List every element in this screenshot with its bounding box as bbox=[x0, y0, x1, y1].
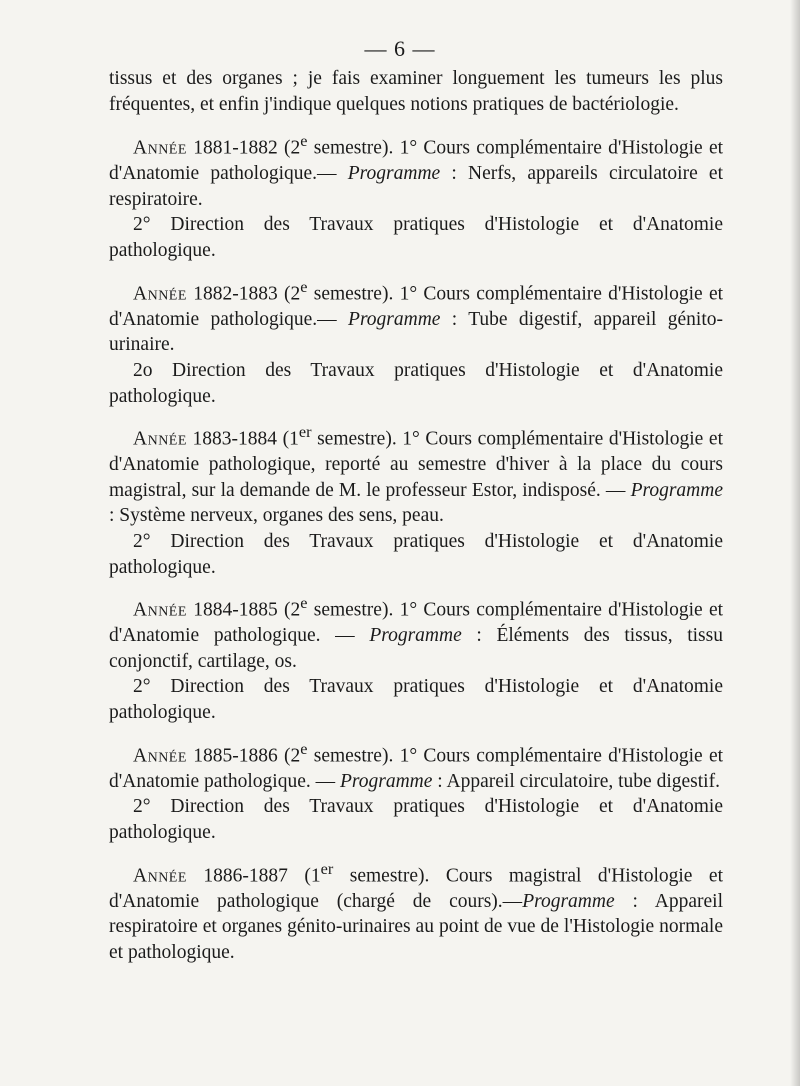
entry-text: : Tube digestif, appareil génito-urinaire. bbox=[109, 308, 723, 356]
direction-paragraph: 2° Direction des Travaux pratiques d'Histologie et d'Anatomie pathologique. bbox=[109, 531, 723, 578]
programme-label: Programme bbox=[369, 625, 462, 647]
entry-text: : Éléments des tissus, tissu conjonctif, cartilage, os. bbox=[109, 625, 723, 672]
entry-1881-1882 bbox=[109, 129, 723, 212]
document-body bbox=[109, 66, 723, 965]
entry-1885-1886 bbox=[109, 737, 723, 795]
entry-text: semestre). 1° Cours complémentaire d'Histologie et d'Anatomie pathologique. — bbox=[109, 599, 724, 647]
entry-text: semestre). Cours magistral d'Histologie et d'Anatomie pathologique (chargé de cours).— bbox=[109, 865, 724, 912]
direction-paragraph: 2° Direction des Travaux pratiques d'Histologie et d'Anatomie pathologique. bbox=[109, 676, 723, 724]
programme-label: Programme bbox=[630, 479, 723, 501]
entry-text: (1 bbox=[277, 428, 299, 450]
entry-text: : Appareil respiratoire et organes génito-urinaires au point de vue de l'Histologie normale et pathologique. bbox=[109, 890, 723, 963]
entry-superscript: e bbox=[300, 594, 308, 613]
annee-label: Année bbox=[133, 283, 187, 305]
entry-1886-1887 bbox=[109, 857, 723, 966]
programme-label: Programme bbox=[348, 308, 441, 330]
entry-year: 1884-1885 bbox=[193, 599, 278, 621]
entry-text: : Appareil circulatoire, tube digestif. bbox=[432, 770, 720, 792]
entry-text: (2 bbox=[277, 745, 301, 767]
entry-text: (2 bbox=[277, 283, 301, 305]
direction-paragraph: 2° Direction des Travaux pratiques d'Histologie et d'Anatomie pathologique. bbox=[109, 214, 723, 262]
direction-paragraph: 2o Direction des Travaux pratiques d'Histologie et d'Anatomie pathologique. bbox=[109, 359, 723, 407]
entry-text: semestre). 1° Cours complémentaire d'Histologie et d'Anatomie pathologique, reporté au semestre d'hiver à la place du cours magistral, sur la demande de M. le professeur Estor, indisposé. — bbox=[109, 428, 724, 501]
entry-year: 1881-1882 bbox=[193, 137, 278, 159]
programme-label: Programme bbox=[339, 770, 433, 792]
entry-text: semestre). 1° Cours complémentaire d'Histologie et d'Anatomie pathologique.— bbox=[109, 137, 724, 185]
entry-text: (2 bbox=[277, 137, 301, 159]
entry-text: : Système nerveux, organes des sens, peau. bbox=[109, 505, 444, 527]
entry-1882-1883 bbox=[109, 275, 723, 358]
entry-text: semestre). 1° Cours complémentaire d'Histologie et d'Anatomie pathologique. — bbox=[109, 745, 724, 792]
programme-label: Programme bbox=[347, 163, 441, 185]
entry-text: semestre). 1° Cours complémentaire d'Histologie et d'Anatomie pathologique.— bbox=[109, 283, 724, 330]
programme-label: Programme bbox=[522, 890, 615, 912]
annee-label: Année bbox=[133, 865, 187, 887]
entry-superscript: er bbox=[298, 423, 312, 442]
annee-label: Année bbox=[133, 428, 187, 450]
annee-label: Année bbox=[133, 599, 187, 621]
entry-text: (1 bbox=[287, 865, 321, 887]
entry-text: (2 bbox=[277, 599, 301, 621]
entry-text: : Nerfs, appareils circulatoire et respiratoire. bbox=[109, 163, 723, 210]
entry-year: 1882-1883 bbox=[193, 283, 278, 305]
entry-superscript: e bbox=[300, 739, 308, 758]
annee-label: Année bbox=[133, 745, 187, 767]
entry-1884-1885 bbox=[109, 591, 723, 674]
direction-paragraph: 2° Direction des Travaux pratiques d'Histologie et d'Anatomie pathologique. bbox=[109, 796, 723, 843]
entry-superscript: er bbox=[320, 859, 334, 878]
intro-paragraph: tissus et des organes ; je fais examiner longuement les tumeurs les plus fréquentes, et enfin j'indique quelques notions pratiques de bactériologie. bbox=[109, 68, 723, 115]
entry-1883-1884 bbox=[109, 420, 723, 529]
entry-year: 1883-1884 bbox=[192, 428, 278, 450]
page-number: — 6 — bbox=[364, 36, 436, 61]
annee-label: Année bbox=[133, 137, 187, 159]
entry-superscript: e bbox=[300, 277, 308, 296]
page-edge-shadow bbox=[790, 0, 800, 1086]
entry-year: 1886-1887 bbox=[203, 865, 288, 887]
entry-year: 1885-1886 bbox=[193, 745, 278, 767]
entry-superscript: e bbox=[300, 132, 308, 151]
